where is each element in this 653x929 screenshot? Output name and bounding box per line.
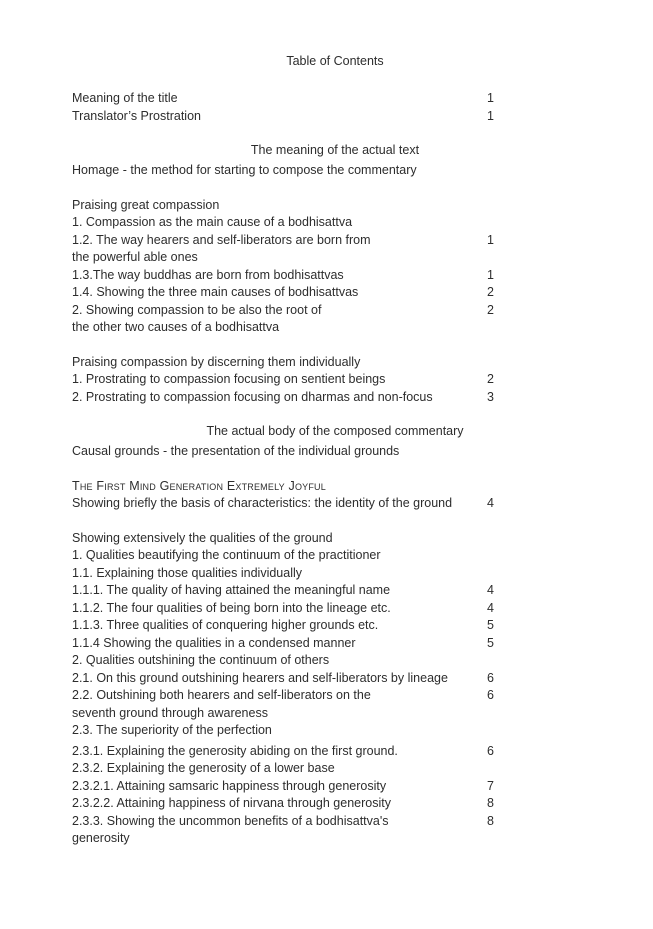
toc-entry-text: 1.1.3. Three qualities of conquering higher grounds etc.: [72, 618, 379, 632]
toc-entry-text: the other two causes of a bodhisattva: [72, 320, 280, 334]
toc-entry-text: Table of Contents: [286, 54, 384, 68]
toc-entry-text: 1.1.1. The quality of having attained the meaningful name: [72, 583, 391, 597]
table-of-contents: [72, 53, 598, 848]
section-heading: [72, 142, 598, 160]
page-number: 8: [487, 796, 494, 810]
toc-entry: [72, 302, 598, 320]
page-number: 1: [487, 108, 494, 123]
page-number: 2: [487, 285, 494, 299]
toc-entry: [72, 267, 598, 285]
toc-entry-text: 1.2. The way hearers and self-liberators are born from: [72, 232, 371, 247]
toc-entry-text: 1.1.4 Showing the qualities in a condensed manner: [72, 635, 356, 650]
page-number: 4: [487, 583, 494, 597]
toc-entry: [72, 214, 598, 232]
toc-entry-text: 1. Prostrating to compassion focusing on sentient beings: [72, 372, 386, 386]
blank-line: [72, 180, 598, 197]
toc-entry-text: 1.1. Explaining those qualities individually: [72, 565, 303, 580]
toc-entry: [72, 635, 598, 653]
toc-entry-text: seventh ground through awareness: [72, 705, 268, 720]
toc-entry-text: generosity: [72, 831, 130, 845]
page-number: 6: [487, 670, 494, 685]
blank-line: [72, 406, 598, 423]
toc-entry-text: The meaning of the actual text: [250, 143, 420, 157]
page-number: 4: [487, 496, 494, 510]
toc-entry: [72, 232, 598, 250]
toc-entry-text: The First Mind Generation Extremely Joyful: [72, 478, 326, 493]
toc-entry-text: The actual body of the composed commentary: [206, 424, 464, 438]
toc-entry-text: Praising compassion by discerning them individually: [72, 354, 361, 369]
page-number: 7: [487, 778, 494, 793]
toc-entry: [72, 778, 598, 796]
toc-entry-text: 2.2. Outshining both hearers and self-liberators on the: [72, 688, 371, 702]
page-number: 2: [487, 302, 494, 317]
toc-entry: [72, 705, 598, 723]
page-number: 5: [487, 635, 494, 650]
toc-entry: [72, 371, 598, 389]
blank-line: [72, 125, 598, 142]
blank-line: [72, 73, 598, 90]
toc-entry: [72, 830, 598, 848]
toc-entry: [72, 600, 598, 618]
toc-entry: [72, 284, 598, 302]
toc-entry-text: 2. Qualities outshining the continuum of others: [72, 653, 330, 667]
toc-entry-text: 2.3.1. Explaining the generosity abiding on the first ground.: [72, 743, 398, 758]
toc-entry-text: 1. Qualities beautifying the continuum of the practitioner: [72, 548, 381, 562]
toc-entry: [72, 547, 598, 565]
page-number: 6: [487, 743, 494, 758]
page-number: 2: [487, 372, 494, 386]
page-number: 1: [487, 91, 494, 105]
page-number: 8: [487, 813, 494, 828]
toc-entry: [72, 813, 598, 831]
toc-entry-text: 1.4. Showing the three main causes of bodhisattvas: [72, 285, 359, 299]
toc-entry: [72, 197, 598, 215]
toc-entry-text: 2.3.3. Showing the uncommon benefits of a bodhisattva's: [72, 813, 389, 828]
toc-entry: [72, 319, 598, 337]
toc-entry: [72, 795, 598, 813]
toc-entry: [72, 617, 598, 635]
blank-line: [72, 337, 598, 354]
toc-entry-text: 2.3.2. Explaining the generosity of a lower base: [72, 761, 335, 775]
toc-entry: [72, 530, 598, 548]
toc-entry-text: Showing extensively the qualities of the ground: [72, 530, 333, 545]
toc-entry-text: 1. Compassion as the main cause of a bodhisattva: [72, 215, 353, 229]
toc-entry-text: Showing briefly the basis of characteristics: the identity of the ground: [72, 496, 453, 510]
section-heading: [72, 423, 598, 441]
toc-entry: [72, 670, 598, 688]
toc-entry: [72, 108, 598, 126]
toc-entry: [72, 565, 598, 583]
toc-entry-text: the powerful able ones: [72, 250, 198, 264]
toc-entry-text: Praising great compassion: [72, 197, 220, 212]
toc-entry-text: 1.1.2. The four qualities of being born into the lineage etc.: [72, 600, 391, 615]
toc-entry-text: 1.3.The way buddhas are born from bodhisattvas: [72, 267, 344, 282]
page-number: 3: [487, 389, 494, 404]
toc-entry-text: 2.3.2.1. Attaining samsaric happiness through generosity: [72, 778, 387, 793]
page-number: 1: [487, 232, 494, 247]
toc-entry-text: Meaning of the title: [72, 91, 178, 105]
toc-entry: [72, 743, 598, 761]
page-number: 4: [487, 600, 494, 615]
toc-entry: [72, 443, 598, 461]
toc-entry-text: Homage - the method for starting to compose the commentary: [72, 163, 417, 177]
toc-entry: [72, 162, 598, 180]
page-number: 6: [487, 688, 494, 702]
toc-entry: [72, 760, 598, 778]
blank-line: [72, 461, 598, 478]
toc-entry-text: Translator’s Prostration: [72, 108, 201, 123]
toc-entry-text: Causal grounds - the presentation of the individual grounds: [72, 444, 400, 458]
toc-entry-text: 2.3. The superiority of the perfection: [72, 723, 272, 737]
toc-entry: [72, 495, 598, 513]
toc-entry: [72, 652, 598, 670]
blank-line: [72, 513, 598, 530]
toc-entry-text: 2.1. On this ground outshining hearers and self-liberators by lineage: [72, 670, 448, 685]
toc-entry: [72, 722, 598, 740]
toc-entry-text: 2.3.2.2. Attaining happiness of nirvana through generosity: [72, 796, 391, 810]
toc-entry: [72, 90, 598, 108]
toc-entry-text: 2. Showing compassion to be also the root of: [72, 302, 322, 317]
toc-entry: [72, 582, 598, 600]
chapter-heading: [72, 478, 598, 496]
section-heading: [72, 53, 598, 71]
toc-entry: [72, 389, 598, 407]
toc-entry: [72, 687, 598, 705]
toc-entry: [72, 354, 598, 372]
toc-entry: [72, 249, 598, 267]
page-number: 1: [487, 267, 494, 282]
page-number: 5: [487, 618, 494, 632]
toc-entry-text: 2. Prostrating to compassion focusing on dharmas and non-focus: [72, 389, 433, 404]
